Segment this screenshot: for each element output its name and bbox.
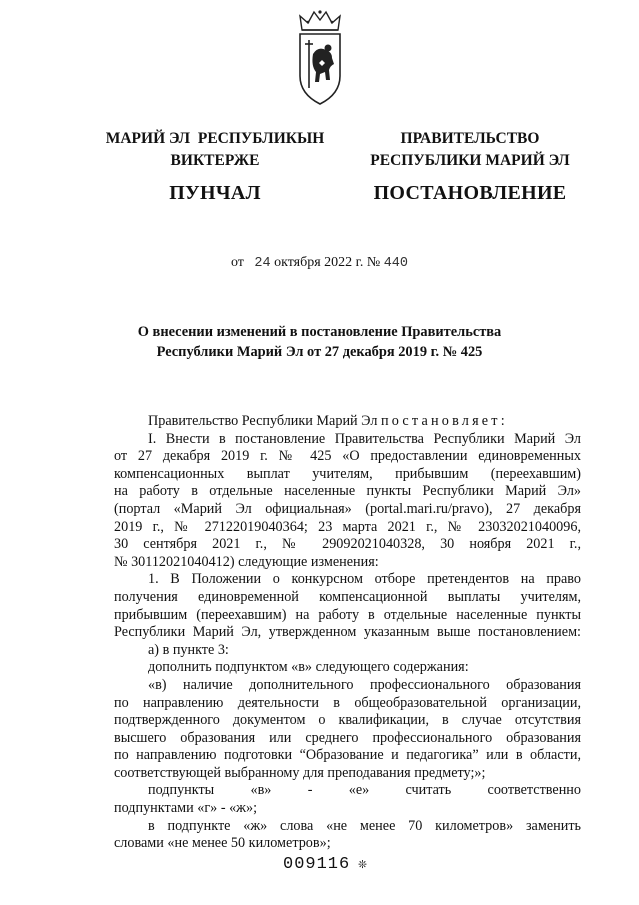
body-line: компенсационных выплат учителям, прибывшим (переехавшим) — [114, 465, 581, 482]
serial-number: 009116 — [283, 855, 351, 874]
header-right-line1: ПРАВИТЕЛЬСТВО — [400, 130, 540, 147]
body-line: Республики Марий Эл, утвержденном указанным выше постановлением: — [114, 624, 581, 641]
body-line: а) в пункте 3: — [148, 641, 229, 658]
date-day: 24 — [254, 256, 271, 271]
title-line1: О внесении изменений в постановление Правительства — [137, 324, 502, 340]
body-line: прибывшим (переехавшим) на работу в отдельные населенные пункты — [114, 606, 581, 623]
header-right-doc-type: ПОСТАНОВЛЕНИЕ — [373, 182, 567, 204]
body-line: «в) наличие дополнительного профессионального образования — [148, 676, 581, 693]
header-right-block — [355, 128, 585, 204]
body-line: по направлению деятельности в общеобразовательной организации, — [114, 694, 581, 711]
body-line: подтвержденного документом о квалификации, в случае отсутствия — [114, 712, 581, 729]
document-body — [114, 413, 581, 853]
asterisk-mark-icon: ❊ — [358, 857, 368, 873]
date-line — [0, 255, 639, 271]
body-line: словами «не менее 50 километров»; — [114, 835, 331, 852]
header-left-line1: МАРИЙ ЭЛ РЕСПУБЛИКЫН — [105, 130, 325, 147]
body-line: соответствующей выбранному для преподавания предмету;»; — [114, 764, 486, 781]
body-line: получения единовременной компенсационной выплаты учителям, — [114, 588, 581, 605]
coat-of-arms-emblem — [296, 8, 344, 108]
body-line: подпунктами «г» - «ж»; — [114, 800, 258, 817]
body-line: подпункты «в» - «е» считать соответственно — [148, 782, 581, 799]
body-line: 30 сентября 2021 г., № 29092021040328, 30 ноября 2021 г., — [114, 536, 581, 553]
preamble-verb: постановляет: — [380, 413, 508, 429]
body-line: I. Внести в постановление Правительства Республики Марий Эл — [148, 430, 581, 447]
body-line: (портал «Марий Эл официальная» (portal.mari.ru/pravo), 27 декабря — [114, 500, 581, 517]
body-line: в подпункте «ж» слова «не менее 70 километров» заменить — [148, 817, 581, 834]
body-line: на работу в отдельные населенные пункты Республики Марий Эл» — [114, 483, 581, 500]
header-left-doc-type: ПУНЧАЛ — [169, 182, 261, 204]
header-left-block — [100, 128, 330, 204]
body-line: по направлению подготовки “Образование и педагогика” или в области, — [114, 747, 581, 764]
preamble — [114, 413, 581, 431]
preamble-text: Правительство Республики Марий Эл — [148, 413, 381, 429]
title-line2: Республики Марий Эл от 27 декабря 2019 г. № 425 — [156, 344, 483, 360]
date-rest: октября 2022 г. № — [274, 255, 381, 270]
body-line: 2019 г., № 27122019040364; 23 марта 2021 г., № 23032021040096, — [114, 518, 581, 535]
doc-number: 440 — [383, 256, 409, 271]
date-prefix: от — [230, 255, 244, 270]
document-title — [60, 322, 579, 362]
header-left-line2: ВИКТЕРЖЕ — [170, 152, 260, 169]
form-serial-number — [283, 855, 368, 874]
body-line: № 30112021040412) следующие изменения: — [114, 553, 379, 570]
body-line: дополнить подпунктом «в» следующего содержания: — [148, 659, 469, 676]
body-line: 1. В Положении о конкурсном отборе претендентов на право — [148, 571, 581, 588]
body-line: высшего образования или среднего профессионального образования — [114, 729, 581, 746]
body-line: от 27 декабря 2019 г. № 425 «О предоставлении единовременных — [114, 448, 581, 465]
header-right-line2: РЕСПУБЛИКИ МАРИЙ ЭЛ — [370, 152, 570, 169]
